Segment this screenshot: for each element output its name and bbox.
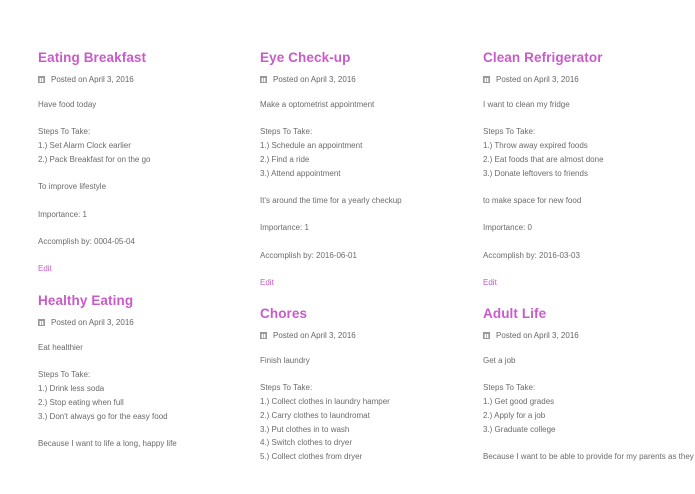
post-reason: To improve lifestyle <box>38 182 107 192</box>
step-item: 1.) Get good grades <box>483 397 555 407</box>
post-summary: Finish laundry <box>260 356 310 365</box>
step-item: 1.) Set Alarm Clock earlier <box>38 141 131 151</box>
step-item: 3.) Graduate college <box>483 424 556 434</box>
edit-link[interactable]: Edit <box>38 264 52 274</box>
post-meta <box>483 329 693 341</box>
step-item: 3.) Donate leftovers to friends <box>483 168 588 178</box>
post-summary: Make a optometrist appointment <box>260 100 375 109</box>
post-healthy-eating <box>38 293 253 451</box>
post-body <box>38 341 253 451</box>
step-item: 2.) Apply for a job <box>483 410 546 420</box>
post-title[interactable]: Adult Life <box>483 306 547 321</box>
post-importance: Importance: 1 <box>260 223 309 233</box>
post-importance: Importance: 0 <box>483 223 532 233</box>
step-item: 3.) Put clothes in to wash <box>260 424 350 434</box>
post-clean-refrigerator <box>483 50 695 290</box>
steps-label: Steps To Take: <box>260 383 313 393</box>
step-item: 2.) Carry clothes to laundromat <box>260 410 370 420</box>
steps-label: Steps To Take: <box>38 127 91 137</box>
post-date[interactable]: Posted on April 3, 2016 <box>51 317 134 327</box>
post-date[interactable]: Posted on April 3, 2016 <box>273 74 356 84</box>
post-date[interactable]: Posted on April 3, 2016 <box>51 74 134 84</box>
step-item: 1.) Collect clothes in laundry hamper <box>260 397 390 407</box>
step-item: 1.) Throw away expired foods <box>483 141 588 151</box>
calendar-icon <box>260 332 267 339</box>
post-reason: to make space for new food <box>483 195 582 205</box>
steps-label: Steps To Take: <box>483 127 536 137</box>
step-item: 1.) Schedule an appointment <box>260 141 363 151</box>
post-meta <box>260 329 475 341</box>
post-title[interactable]: Healthy Eating <box>38 293 134 308</box>
post-chores <box>260 306 475 464</box>
edit-link[interactable]: Edit <box>260 278 274 288</box>
post-adult-life <box>483 306 693 464</box>
post-eye-check-up <box>260 50 475 290</box>
post-body <box>260 98 475 290</box>
post-accomplish-by: Accomplish by: 0004-05-04 <box>38 236 135 246</box>
post-title[interactable]: Clean Refrigerator <box>483 50 603 65</box>
steps-label: Steps To Take: <box>483 383 536 393</box>
steps-label: Steps To Take: <box>38 370 91 380</box>
post-date[interactable]: Posted on April 3, 2016 <box>273 330 356 340</box>
edit-link[interactable]: Edit <box>483 278 497 288</box>
post-date[interactable]: Posted on April 3, 2016 <box>496 330 579 340</box>
step-item: 1.) Drink less soda <box>38 384 105 394</box>
post-title[interactable]: Chores <box>260 306 308 321</box>
post-summary: Have food today <box>38 100 97 109</box>
post-summary: I want to clean my fridge <box>483 100 570 109</box>
post-body <box>483 354 693 464</box>
step-item: 2.) Find a ride <box>260 154 310 164</box>
step-item: 3.) Don't always go for the easy food <box>38 411 168 421</box>
post-eating-breakfast <box>38 50 253 276</box>
step-item: 5.) Collect clothes from dryer <box>260 451 363 461</box>
post-accomplish-by: Accomplish by: 2016-03-03 <box>483 250 580 260</box>
calendar-icon <box>38 76 45 83</box>
post-body <box>483 98 695 290</box>
post-accomplish-by: Accomplish by: 2016-06-01 <box>260 250 357 260</box>
post-meta <box>260 73 475 85</box>
calendar-icon <box>483 76 490 83</box>
post-title[interactable]: Eating Breakfast <box>38 50 147 65</box>
steps-label: Steps To Take: <box>260 127 313 137</box>
calendar-icon <box>483 332 490 339</box>
post-body <box>260 354 475 464</box>
post-reason: Because I want to life a long, happy life <box>38 438 177 448</box>
post-title[interactable]: Eye Check-up <box>260 50 351 65</box>
post-reason: Because I want to be able to provide for my parents as they <box>483 451 694 461</box>
post-importance: Importance: 1 <box>38 209 87 219</box>
post-body <box>38 98 253 276</box>
post-reason: It's around the time for a yearly checkup <box>260 195 402 205</box>
post-summary: Get a job <box>483 356 516 365</box>
step-item: 2.) Stop eating when full <box>38 397 124 407</box>
calendar-icon <box>260 76 267 83</box>
step-item: 2.) Eat foods that are almost done <box>483 154 604 164</box>
post-meta <box>483 73 695 85</box>
post-date[interactable]: Posted on April 3, 2016 <box>496 74 579 84</box>
calendar-icon <box>38 319 45 326</box>
step-item: 2.) Pack Breakfast for on the go <box>38 154 151 164</box>
step-item: 3.) Attend appointment <box>260 168 341 178</box>
post-meta <box>38 73 253 85</box>
post-meta <box>38 316 253 328</box>
step-item: 4.) Switch clothes to dryer <box>260 438 353 448</box>
post-summary: Eat healthier <box>38 343 83 352</box>
